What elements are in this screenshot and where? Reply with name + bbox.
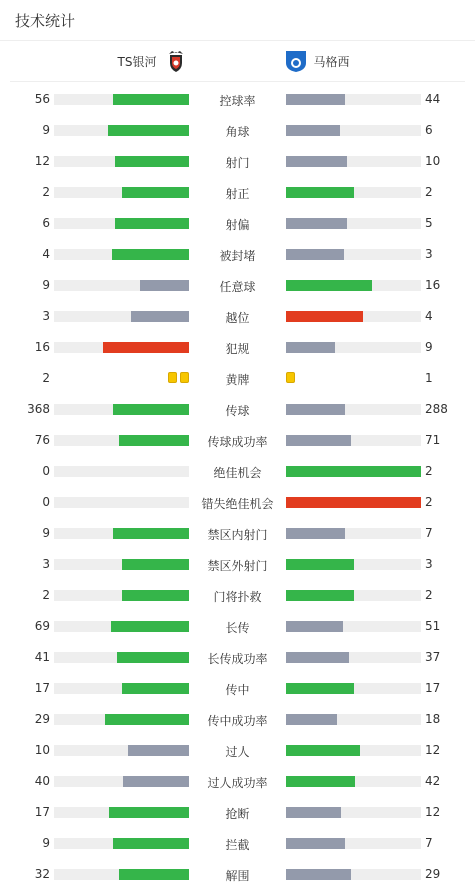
home-bar-fill	[112, 249, 189, 260]
away-bar-track	[286, 342, 421, 353]
stat-label: 传中	[225, 683, 250, 697]
away-value: 12	[425, 805, 441, 819]
blue-crest-icon	[284, 49, 308, 73]
away-bar-track	[286, 466, 421, 477]
home-bar-track	[54, 342, 189, 353]
home-bar-track	[54, 94, 189, 105]
away-bar-fill	[286, 497, 421, 508]
home-value: 9	[42, 836, 50, 850]
away-bar-fill	[286, 466, 421, 477]
away-bar-track	[286, 404, 421, 415]
stat-label: 传中成功率	[207, 714, 268, 728]
away-value: 17	[425, 681, 441, 695]
stat-label: 传球成功率	[207, 435, 268, 449]
yellow-card-icon	[168, 372, 177, 383]
away-bar-fill	[286, 683, 354, 694]
home-bar-track	[54, 125, 189, 136]
away-bar-fill	[286, 838, 345, 849]
away-bar-track	[286, 621, 421, 632]
stat-label: 解围	[225, 869, 250, 883]
stat-row	[0, 828, 475, 859]
home-value: 6	[42, 216, 50, 230]
home-value: 10	[34, 743, 50, 757]
home-value: 41	[34, 650, 50, 664]
away-bar-track	[286, 249, 421, 260]
away-bar-track	[286, 838, 421, 849]
stat-label: 门将扑救	[213, 590, 262, 604]
away-value: 71	[425, 433, 441, 447]
home-value: 2	[42, 371, 50, 385]
stat-row	[0, 859, 475, 890]
away-bar-fill	[286, 311, 363, 322]
home-bar-track	[54, 807, 189, 818]
stat-row	[0, 611, 475, 642]
away-bar-fill	[286, 590, 354, 601]
away-value: 42	[425, 774, 441, 788]
home-value: 16	[34, 340, 50, 354]
stat-row	[0, 518, 475, 549]
away-value: 2	[425, 185, 433, 199]
home-bar-fill	[113, 838, 189, 849]
away-value: 6	[425, 123, 433, 137]
away-bar-fill	[286, 249, 344, 260]
home-value: 368	[27, 402, 50, 416]
away-value: 2	[425, 588, 433, 602]
home-bar-fill	[122, 683, 190, 694]
away-bar-fill	[286, 156, 347, 167]
away-bar-track	[286, 435, 421, 446]
away-bar-fill	[286, 125, 340, 136]
shield-crest-icon	[164, 49, 188, 73]
away-value: 16	[425, 278, 441, 292]
stat-row	[0, 456, 475, 487]
away-value: 18	[425, 712, 441, 726]
stat-row	[0, 580, 475, 611]
home-bar-track	[54, 590, 189, 601]
away-bar-fill	[286, 435, 351, 446]
stat-label: 传球	[225, 404, 250, 418]
stat-row	[0, 642, 475, 673]
home-bar-track	[54, 249, 189, 260]
away-value: 2	[425, 495, 433, 509]
home-value: 2	[42, 185, 50, 199]
home-value: 76	[34, 433, 50, 447]
away-value: 10	[425, 154, 441, 168]
away-bar-fill	[286, 218, 347, 229]
away-bar-track	[286, 776, 421, 787]
stat-label: 抢断	[225, 807, 250, 821]
home-bar-track	[54, 683, 189, 694]
home-bar-track	[54, 776, 189, 787]
home-bar-track	[54, 559, 189, 570]
away-bar-fill	[286, 404, 345, 415]
stat-row	[0, 270, 475, 301]
stat-label: 禁区外射门	[207, 559, 268, 573]
stat-label: 射正	[225, 187, 250, 201]
stat-row	[0, 177, 475, 208]
home-value: 0	[42, 464, 50, 478]
away-bar-fill	[286, 528, 345, 539]
away-value: 44	[425, 92, 441, 106]
away-bar-fill	[286, 714, 337, 725]
home-bar-track	[54, 435, 189, 446]
away-bar-track	[286, 807, 421, 818]
home-value: 9	[42, 278, 50, 292]
away-value: 7	[425, 836, 433, 850]
home-value: 17	[34, 805, 50, 819]
teams-header	[10, 41, 465, 82]
home-bar-track	[54, 497, 189, 508]
home-bar-track	[54, 745, 189, 756]
away-bar-track	[286, 652, 421, 663]
home-bar-track	[54, 404, 189, 415]
stat-label: 长传成功率	[207, 652, 268, 666]
stat-label: 被封堵	[219, 249, 256, 263]
away-bar-track	[286, 94, 421, 105]
stat-row	[0, 363, 475, 394]
home-bar-fill	[109, 807, 189, 818]
page-title: 技术统计	[15, 12, 76, 30]
home-bar-track	[54, 652, 189, 663]
home-value: 17	[34, 681, 50, 695]
stat-row	[0, 115, 475, 146]
away-bar-track	[286, 714, 421, 725]
away-value: 5	[425, 216, 433, 230]
away-bar-track	[286, 125, 421, 136]
stat-row	[0, 239, 475, 270]
away-bar-track	[286, 218, 421, 229]
yellow-card-icon	[180, 372, 189, 383]
away-bar-fill	[286, 652, 349, 663]
home-yellow-cards	[168, 372, 189, 383]
away-bar-fill	[286, 94, 345, 105]
home-bar-track	[54, 466, 189, 477]
stat-label: 长传	[225, 621, 250, 635]
away-value: 51	[425, 619, 441, 633]
stat-label: 禁区内射门	[207, 528, 268, 542]
away-bar-fill	[286, 187, 354, 198]
away-bar-track	[286, 156, 421, 167]
away-bar-track	[286, 311, 421, 322]
home-bar-fill	[131, 311, 189, 322]
home-value: 12	[34, 154, 50, 168]
stat-row	[0, 797, 475, 828]
home-bar-fill	[115, 156, 189, 167]
away-value: 37	[425, 650, 441, 664]
away-value: 3	[425, 247, 433, 261]
away-bar-fill	[286, 559, 354, 570]
home-bar-fill	[115, 218, 189, 229]
home-bar-fill	[122, 590, 190, 601]
stat-label: 射偏	[225, 218, 250, 232]
home-bar-fill	[140, 280, 189, 291]
away-bar-track	[286, 497, 421, 508]
home-bar-fill	[105, 714, 189, 725]
home-value: 2	[42, 588, 50, 602]
away-bar-track	[286, 559, 421, 570]
home-bar-track	[54, 311, 189, 322]
away-bar-track	[286, 187, 421, 198]
stat-row	[0, 549, 475, 580]
away-bar-fill	[286, 745, 360, 756]
away-value: 9	[425, 340, 433, 354]
away-value: 4	[425, 309, 433, 323]
away-bar-track	[286, 869, 421, 880]
home-value: 3	[42, 309, 50, 323]
home-value: 56	[34, 92, 50, 106]
stat-label: 错失绝佳机会	[201, 497, 274, 511]
home-value: 3	[42, 557, 50, 571]
away-bar-fill	[286, 280, 372, 291]
away-bar-fill	[286, 807, 341, 818]
home-bar-fill	[113, 94, 189, 105]
home-bar-fill	[122, 187, 190, 198]
home-bar-track	[54, 714, 189, 725]
home-value: 40	[34, 774, 50, 788]
stat-label: 过人成功率	[207, 776, 268, 790]
home-bar-fill	[123, 776, 189, 787]
home-value: 9	[42, 526, 50, 540]
stat-label: 过人	[225, 745, 250, 759]
away-bar-track	[286, 528, 421, 539]
home-bar-track	[54, 187, 189, 198]
away-bar-track	[286, 590, 421, 601]
home-bar-track	[54, 621, 189, 632]
stat-row	[0, 84, 475, 115]
stat-label: 绝佳机会	[213, 466, 262, 480]
away-bar-fill	[286, 342, 335, 353]
home-bar-fill	[103, 342, 189, 353]
stat-label: 任意球	[219, 280, 256, 294]
stat-row	[0, 394, 475, 425]
away-value: 7	[425, 526, 433, 540]
stat-row	[0, 301, 475, 332]
stat-row	[0, 332, 475, 363]
stat-label: 射门	[225, 156, 250, 170]
home-value: 9	[42, 123, 50, 137]
home-value: 69	[34, 619, 50, 633]
home-value: 29	[34, 712, 50, 726]
home-value: 0	[42, 495, 50, 509]
stat-row	[0, 673, 475, 704]
home-bar-fill	[113, 404, 189, 415]
home-bar-track	[54, 838, 189, 849]
stat-row	[0, 208, 475, 239]
home-bar-fill	[117, 652, 189, 663]
away-value: 1	[425, 371, 433, 385]
away-value: 288	[425, 402, 448, 416]
stat-label: 越位	[225, 311, 250, 325]
away-bar-track	[286, 280, 421, 291]
home-bar-track	[54, 280, 189, 291]
away-team-name: 马格西	[313, 54, 350, 69]
home-bar-fill	[119, 869, 189, 880]
stat-row	[0, 425, 475, 456]
home-bar-fill	[108, 125, 189, 136]
home-team-name: TS银河	[117, 54, 157, 69]
stat-row	[0, 704, 475, 735]
stat-label: 角球	[225, 125, 250, 139]
home-bar-fill	[119, 435, 189, 446]
home-bar-track	[54, 869, 189, 880]
away-yellow-cards	[286, 372, 295, 383]
home-bar-fill	[122, 559, 190, 570]
away-value: 2	[425, 464, 433, 478]
home-bar-track	[54, 218, 189, 229]
away-bar-fill	[286, 869, 351, 880]
stat-label: 拦截	[225, 838, 250, 852]
stat-row	[0, 766, 475, 797]
stat-row	[0, 487, 475, 518]
away-bar-fill	[286, 776, 355, 787]
stat-row	[0, 735, 475, 766]
title-bar	[0, 0, 475, 41]
away-team[interactable]	[284, 41, 350, 81]
away-bar-fill	[286, 621, 343, 632]
away-value: 12	[425, 743, 441, 757]
yellow-card-icon	[286, 372, 295, 383]
home-bar-fill	[128, 745, 189, 756]
away-value: 3	[425, 557, 433, 571]
home-value: 4	[42, 247, 50, 261]
away-bar-track	[286, 745, 421, 756]
stat-row	[0, 146, 475, 177]
home-bar-track	[54, 528, 189, 539]
home-value: 32	[34, 867, 50, 881]
home-bar-fill	[111, 621, 189, 632]
home-team[interactable]	[118, 41, 188, 81]
away-value: 29	[425, 867, 441, 881]
away-bar-track	[286, 683, 421, 694]
stat-label: 黄牌	[225, 373, 250, 387]
home-bar-fill	[113, 528, 189, 539]
home-bar-track	[54, 156, 189, 167]
stat-label: 犯规	[225, 342, 250, 356]
stat-label: 控球率	[219, 94, 256, 108]
